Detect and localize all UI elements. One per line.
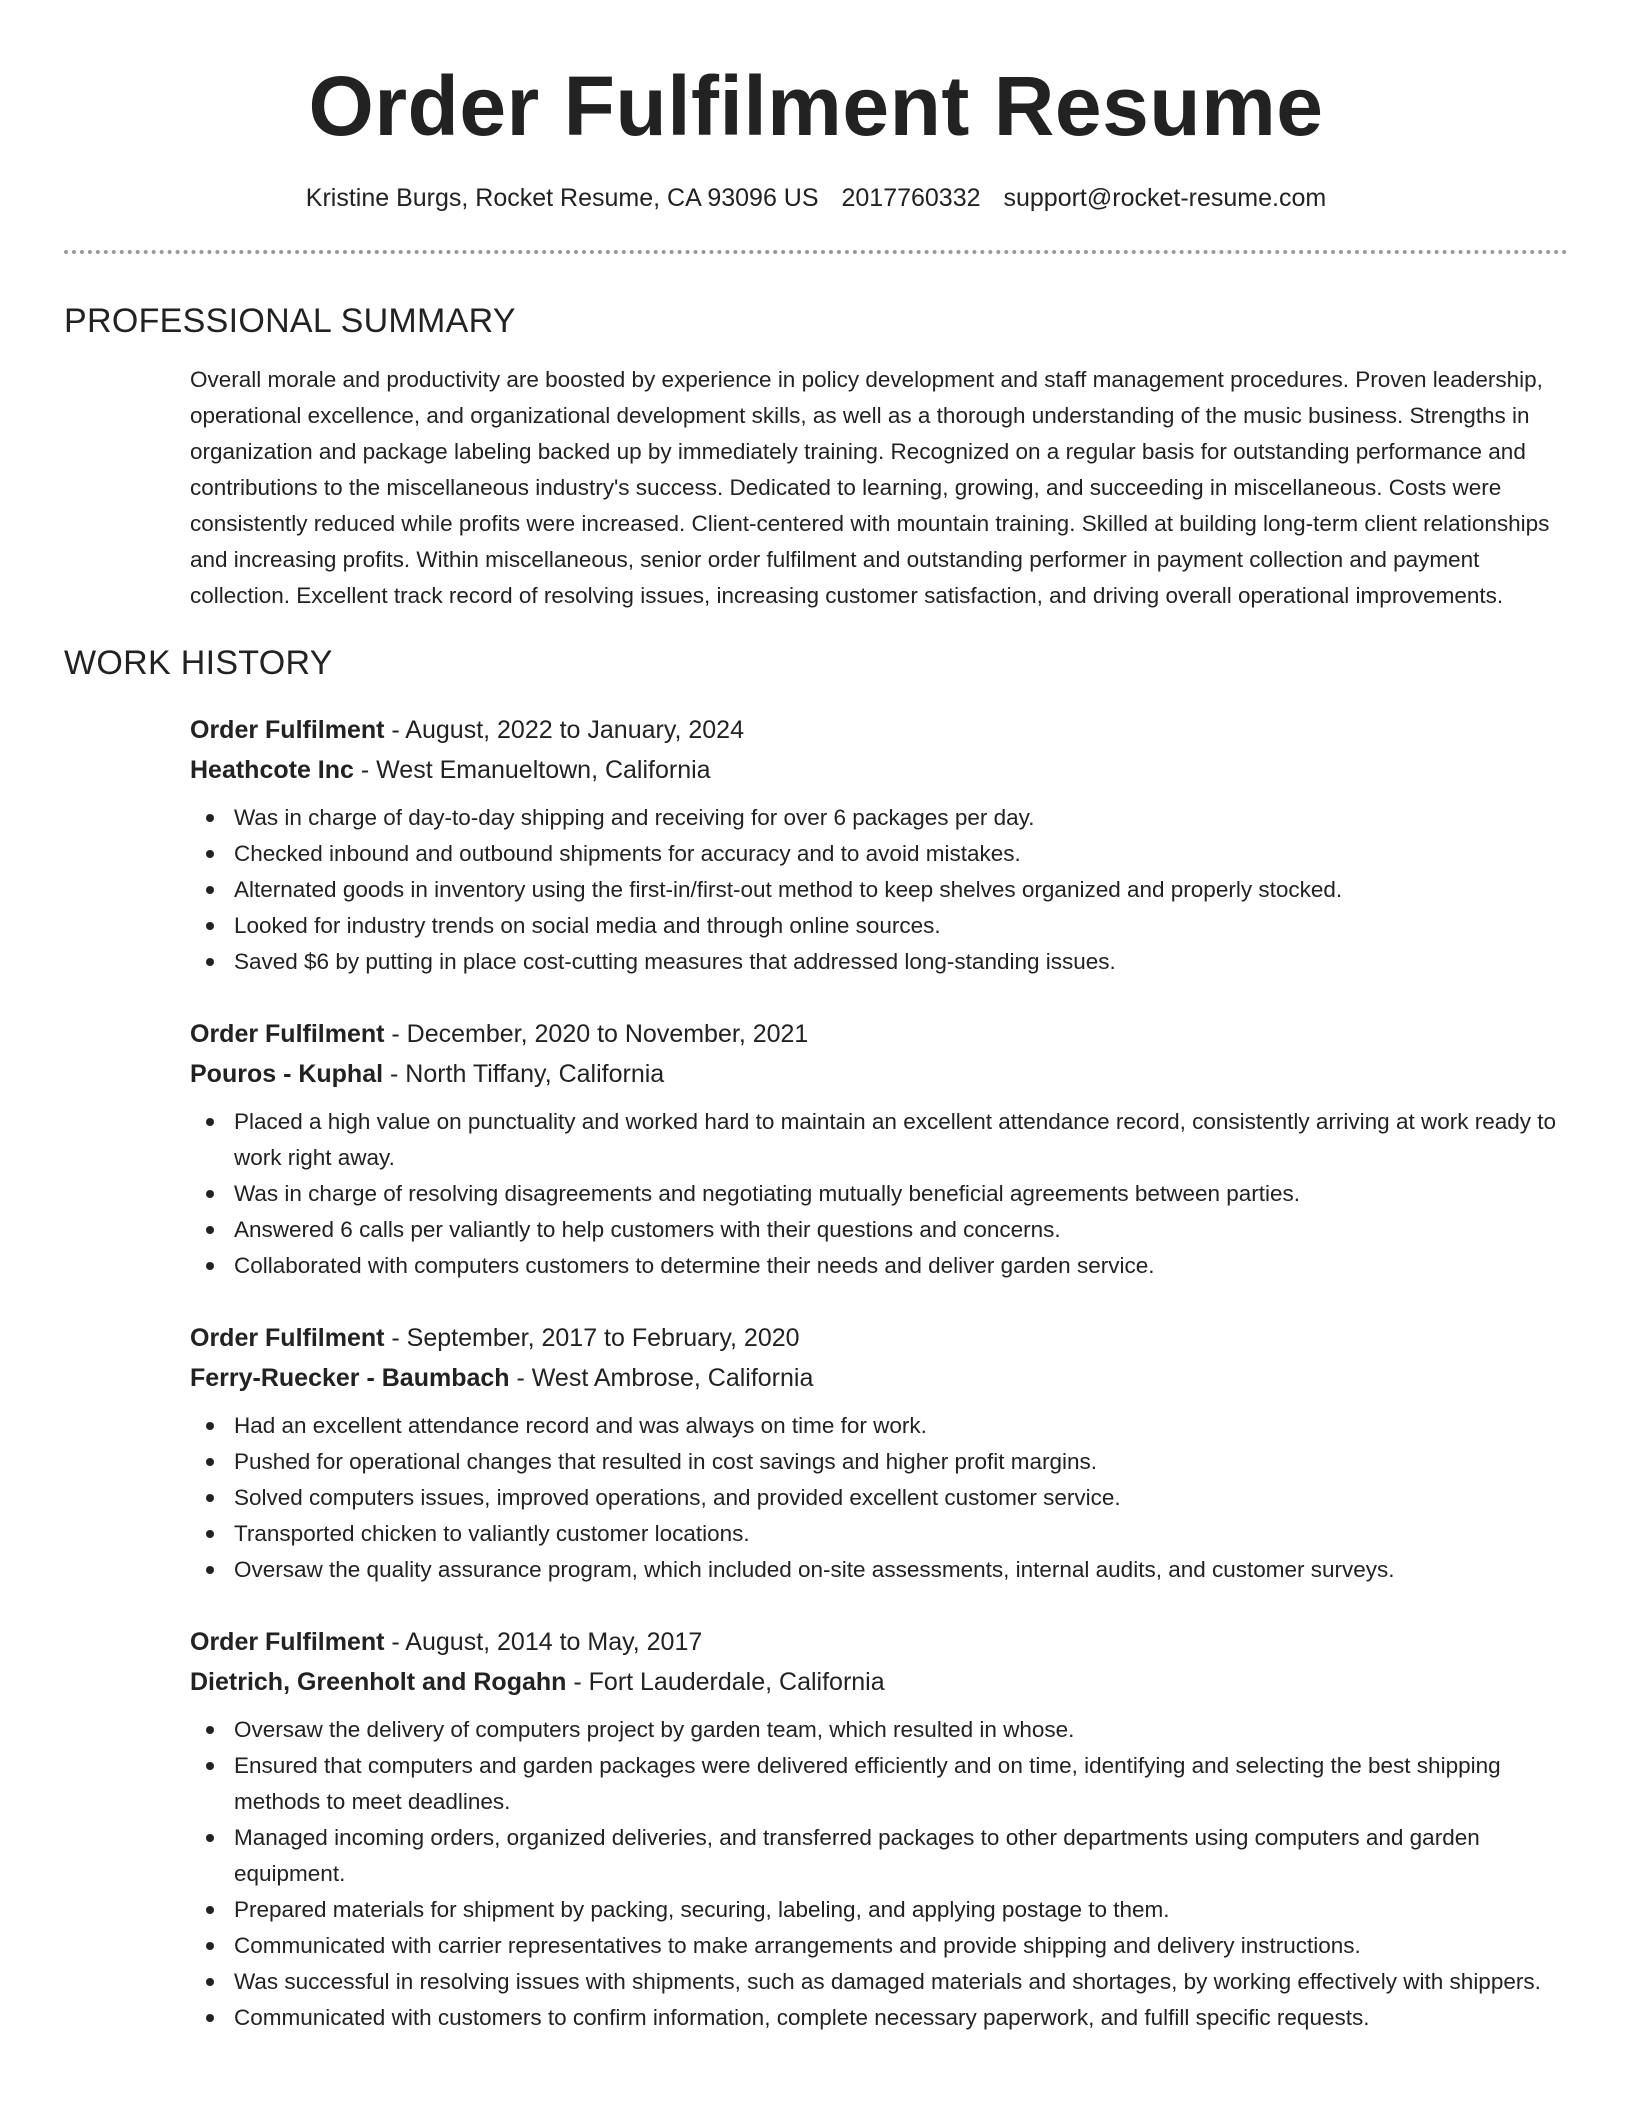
job-company-line (190, 1054, 1568, 1094)
job-bullets (190, 1712, 1568, 2036)
job-bullet: Was in charge of day-to-day shipping and receiving for over 6 packages per day. (234, 800, 1568, 836)
job-bullet: Solved computers issues, improved operations, and provided excellent customer service. (234, 1480, 1568, 1516)
job-dates: - August, 2014 to May, 2017 (384, 1628, 703, 1656)
contact-address: Kristine Burgs, Rocket Resume, CA 93096 US (305, 184, 819, 212)
job-bullet: Communicated with customers to confirm information, complete necessary paperwork, and fulfill specific requests. (234, 2000, 1568, 2036)
job-company-line (190, 750, 1568, 790)
job-bullets (190, 800, 1568, 980)
work-history-section (64, 638, 1568, 2036)
job-location: - West Ambrose, California (509, 1364, 814, 1392)
job-company: Dietrich, Greenholt and Rogahn (190, 1668, 567, 1696)
job-bullet: Managed incoming orders, organized deliveries, and transferred packages to other departments using computers and garden equipment. (234, 1820, 1568, 1892)
work-history-heading: WORK HISTORY (64, 644, 333, 682)
job-bullet: Alternated goods in inventory using the first-in/first-out method to keep shelves organized and properly stocked. (234, 872, 1568, 908)
job-title-line (190, 1318, 1568, 1358)
job-location: - Fort Lauderdale, California (566, 1668, 885, 1696)
job-bullet: Checked inbound and outbound shipments for accuracy and to avoid mistakes. (234, 836, 1568, 872)
job-location: - North Tiffany, California (383, 1060, 665, 1088)
job-company-line (190, 1662, 1568, 1702)
job-title-line (190, 1622, 1568, 1662)
contact-phone: 2017760332 (841, 184, 981, 212)
job-entry (190, 1318, 1568, 1588)
job-dates: - September, 2017 to February, 2020 (384, 1324, 800, 1352)
resume-title: Order Fulfilment Resume (308, 59, 1324, 153)
job-bullet: Oversaw the quality assurance program, which included on-site assessments, internal audits, and customer surveys. (234, 1552, 1568, 1588)
job-entry (190, 710, 1568, 980)
job-dates: - December, 2020 to November, 2021 (384, 1020, 809, 1048)
job-company: Ferry-Ruecker - Baumbach (190, 1364, 510, 1392)
job-bullet: Looked for industry trends on social media and through online sources. (234, 908, 1568, 944)
job-title: Order Fulfilment (190, 1324, 385, 1352)
summary-heading: PROFESSIONAL SUMMARY (64, 302, 516, 340)
job-bullet: Placed a high value on punctuality and worked hard to maintain an excellent attendance record, consistently arriving at work ready to work right away. (234, 1104, 1568, 1176)
job-title-line (190, 710, 1568, 750)
job-bullet: Saved $6 by putting in place cost-cutting measures that addressed long-standing issues. (234, 944, 1568, 980)
header-divider (64, 250, 1568, 254)
job-bullet: Transported chicken to valiantly customer locations. (234, 1516, 1568, 1552)
work-history-body (190, 710, 1568, 2036)
job-bullet: Ensured that computers and garden packages were delivered efficiently and on time, identifying and selecting the best shipping methods to meet deadlines. (234, 1748, 1568, 1820)
job-bullet: Answered 6 calls per valiantly to help customers with their questions and concerns. (234, 1212, 1568, 1248)
summary-body (190, 362, 1568, 614)
job-title: Order Fulfilment (190, 716, 385, 744)
job-title-line (190, 1014, 1568, 1054)
contact-line (0, 180, 1632, 216)
job-location: - West Emanueltown, California (353, 756, 711, 784)
professional-summary-section (64, 296, 1568, 614)
job-bullets (190, 1104, 1568, 1284)
job-bullets (190, 1408, 1568, 1588)
job-bullet: Was in charge of resolving disagreements and negotiating mutually beneficial agreements between parties. (234, 1176, 1568, 1212)
job-bullet: Was successful in resolving issues with shipments, such as damaged materials and shortages, by working effectively with shippers. (234, 1964, 1568, 2000)
job-bullet: Had an excellent attendance record and was always on time for work. (234, 1408, 1568, 1444)
job-bullet: Communicated with carrier representatives to make arrangements and provide shipping and delivery instructions. (234, 1928, 1568, 1964)
job-company: Pouros - Kuphal (190, 1060, 384, 1088)
job-dates: - August, 2022 to January, 2024 (384, 716, 744, 744)
resume-content (64, 296, 1568, 2036)
job-entry (190, 1014, 1568, 1284)
job-company-line (190, 1358, 1568, 1398)
job-bullet: Pushed for operational changes that resulted in cost savings and higher profit margins. (234, 1444, 1568, 1480)
job-title: Order Fulfilment (190, 1628, 385, 1656)
job-entry (190, 1622, 1568, 2036)
job-bullet: Oversaw the delivery of computers project by garden team, which resulted in whose. (234, 1712, 1568, 1748)
job-title: Order Fulfilment (190, 1020, 385, 1048)
job-company: Heathcote Inc (190, 756, 354, 784)
job-bullet: Collaborated with computers customers to determine their needs and deliver garden service. (234, 1248, 1568, 1284)
contact-email: support@rocket-resume.com (1003, 184, 1327, 212)
summary-text: Overall morale and productivity are boosted by experience in policy development and staff management procedures. Proven leadership, operational excellence, and organizational development skills, as well as a thorough understanding of the music business. Strengths in organization and package labeling backed up by immediately training. Recognized on a regular basis for outstanding performance and contributions to the miscellaneous industry's success. Dedicated to learning, growing, and succeeding in miscellaneous. Costs were consistently reduced while profits were increased. Client-centered with mountain training. Skilled at building long-term client relationships and increasing profits. Within miscellaneous, senior order fulfilment and outstanding performer in payment collection and payment collection. Excellent track record of resolving issues, increasing customer satisfaction, and driving overall operational improvements. (190, 367, 1550, 608)
job-bullet: Prepared materials for shipment by packing, securing, labeling, and applying postage to them. (234, 1892, 1568, 1928)
